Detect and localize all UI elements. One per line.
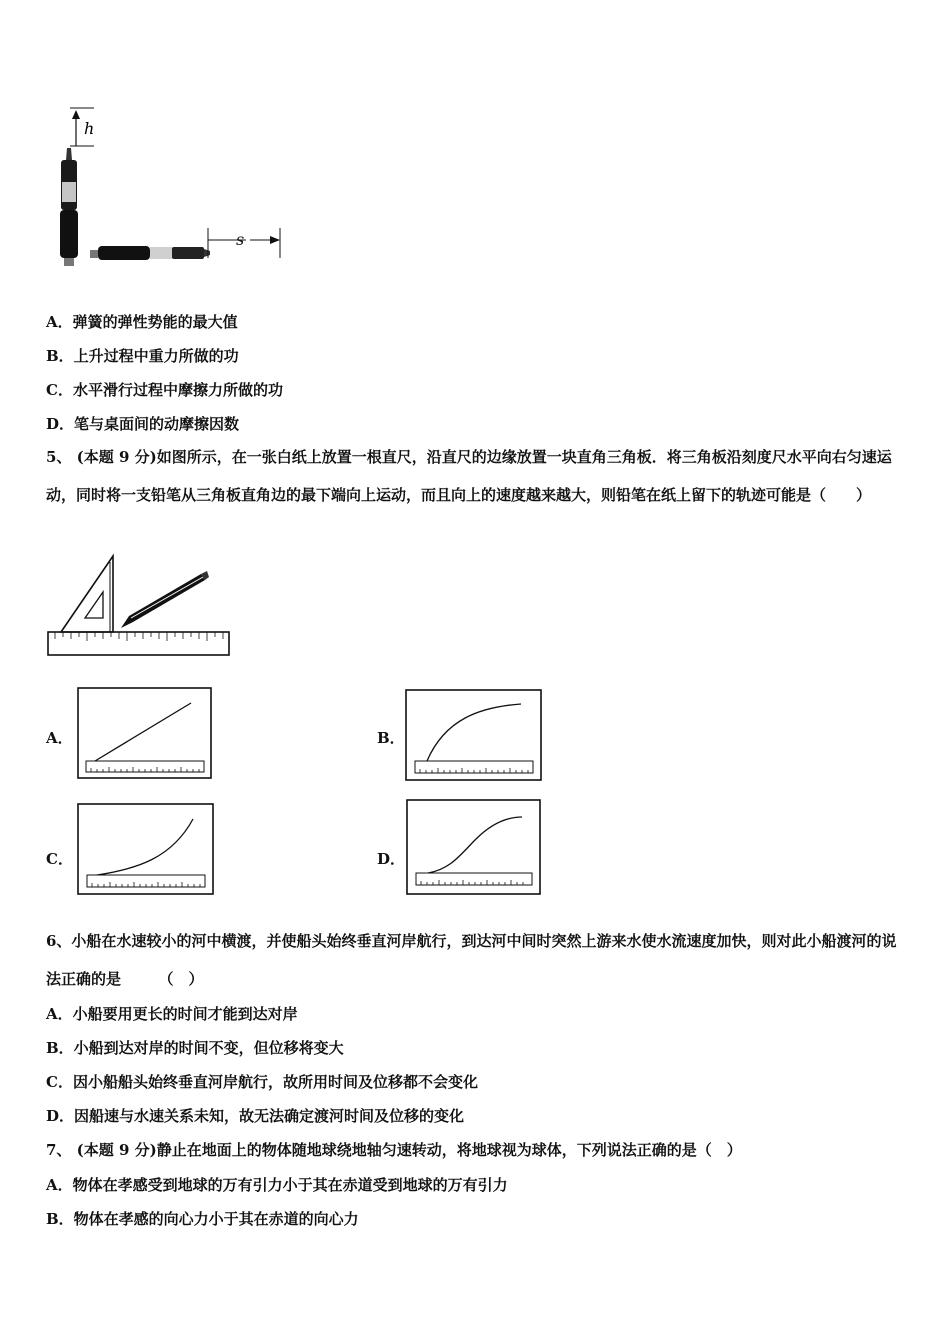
label-s: s [236,230,245,249]
q5-option-d-label: D． [377,850,406,868]
q5-option-c-label: C． [46,850,73,868]
q6-option-b: B．小船到达对岸的时间不变，但位移将变大 [46,1039,344,1057]
triangle-ruler-figure [47,552,232,658]
q7-option-b: B．物体在孝感的向心力小于其在赤道的向心力 [46,1210,359,1228]
q5-option-a-graph[interactable] [77,687,213,780]
q5-option-b-label: B． [377,729,405,747]
q7-option-a: A．物体在孝感受到地球的万有引力小于其在赤道受到地球的万有引力 [46,1176,508,1194]
q5-option-b-graph[interactable] [405,689,543,782]
q5-question-text: 5、 (本题 9 分)如图所示，在一张白纸上放置一根直尺，沿直尺的边缘放置一块直角三角板．将三角板沿刻度尺水平向右匀速运动，同时将一支铅笔从三角板直角边的最下端向上运动，而且向上的速度越来越大，则铅笔在纸上留下的轨迹可能是（ ） [46,448,892,504]
q4-option-b: B．上升过程中重力所做的功 [46,347,239,365]
q4-option-a: A．弹簧的弹性势能的最大值 [46,313,238,331]
pen-spring-figure [50,100,290,275]
q5-option-a-label: A． [46,729,73,747]
q6-option-d: D．因船速与水速关系未知，故无法确定渡河时间及位移的变化 [46,1107,465,1125]
q6-question-text: 6、小船在水速较小的河中横渡，并使船头始终垂直河岸航行，到达河中间时突然上游来水使水流速度加快，则对此小船渡河的说法正确的是 （ ） [46,932,897,988]
q6-option-c: C．因小船船头始终垂直河岸航行，故所用时间及位移都不会变化 [46,1073,478,1091]
q6-option-a: A．小船要用更长的时间才能到达对岸 [46,1005,298,1023]
q5-option-c-graph[interactable] [77,803,215,896]
q5-option-d-graph[interactable] [406,799,542,896]
q4-option-d: D．笔与桌面间的动摩擦因数 [46,415,240,433]
label-h: h [84,119,95,138]
q4-option-c: C．水平滑行过程中摩擦力所做的功 [46,381,283,399]
q7-question-text: 7、 (本题 9 分)静止在地面上的物体随地球绕地轴匀速转动，将地球视为球体，下列说法正确的是（ ） [46,1141,742,1159]
